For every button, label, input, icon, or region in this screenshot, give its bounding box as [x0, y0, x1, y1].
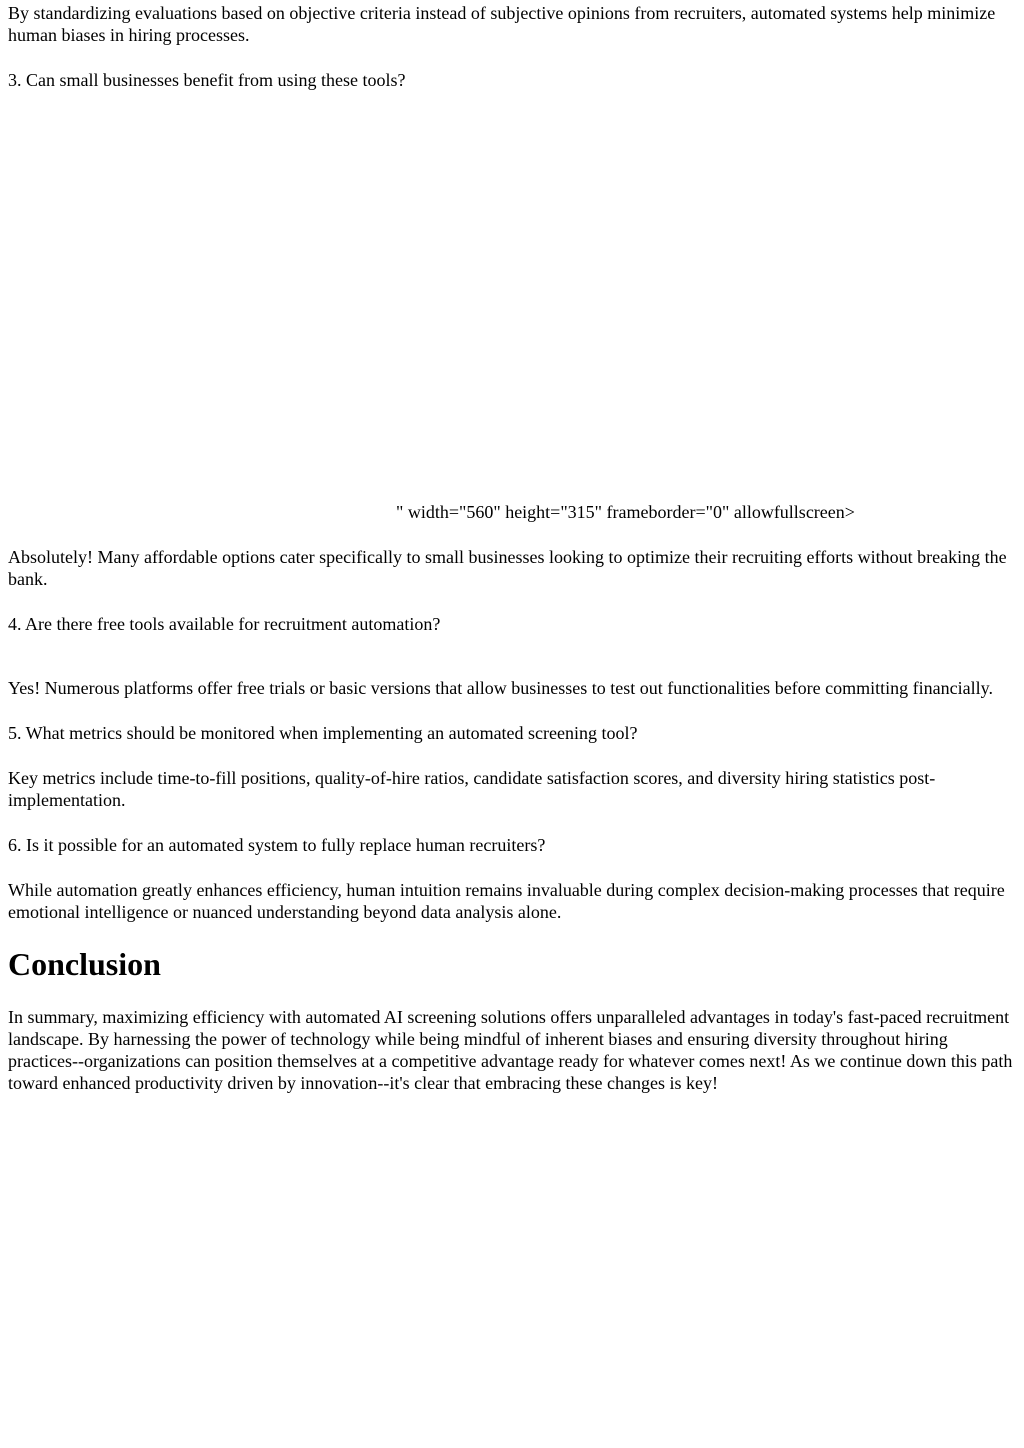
- faq-question-3: 3. Can small businesses benefit from using these tools?: [8, 70, 406, 90]
- conclusion-paragraph: In summary, maximizing efficiency with automated AI screening solutions offers unparalleled advantages in today's fast-paced recruitment landscape. By harnessing the power of technology while being mindful of inherent biases and ensuring diversity throughout hiring practices--organizations can position themselves at a competitive advantage ready for whatever comes next! As we continue down this path toward enhanced productivity driven by innovation--it's clear that embracing these changes is key!: [8, 1007, 1013, 1093]
- faq-answer-6: While automation greatly enhances efficiency, human intuition remains invaluable during complex decision-making processes that require emotional intelligence or nuanced understanding beyond data analysis alone.: [8, 880, 1005, 922]
- faq-question-4: 4. Are there free tools available for recruitment automation?: [8, 614, 441, 634]
- broken-embed-line: [8, 114, 1016, 523]
- faq-answer-4: Yes! Numerous platforms offer free trials or basic versions that allow businesses to test out functionalities before committing financially.: [8, 678, 993, 698]
- conclusion-heading: Conclusion: [8, 946, 161, 982]
- intro-paragraph: By standardizing evaluations based on objective criteria instead of subjective opinions from recruiters, automated systems help minimize human biases in hiring processes.: [8, 3, 996, 45]
- faq-question-5: 5. What metrics should be monitored when implementing an automated screening tool?: [8, 723, 638, 743]
- faq-question-6: 6. Is it possible for an automated system to fully replace human recruiters?: [8, 835, 546, 855]
- broken-embed-placeholder: [8, 114, 396, 518]
- faq-answer-5: Key metrics include time-to-fill positions, quality-of-hire ratios, candidate satisfaction scores, and diversity hiring statistics post-implementation.: [8, 768, 936, 810]
- article-body: [8, 2, 1016, 1094]
- faq-answer-3: Absolutely! Many affordable options cater specifically to small businesses looking to optimize their recruiting efforts without breaking the bank.: [8, 547, 1007, 589]
- broken-embed-leftover-text: " width="560" height="315" frameborder="0" allowfullscreen>: [396, 502, 855, 522]
